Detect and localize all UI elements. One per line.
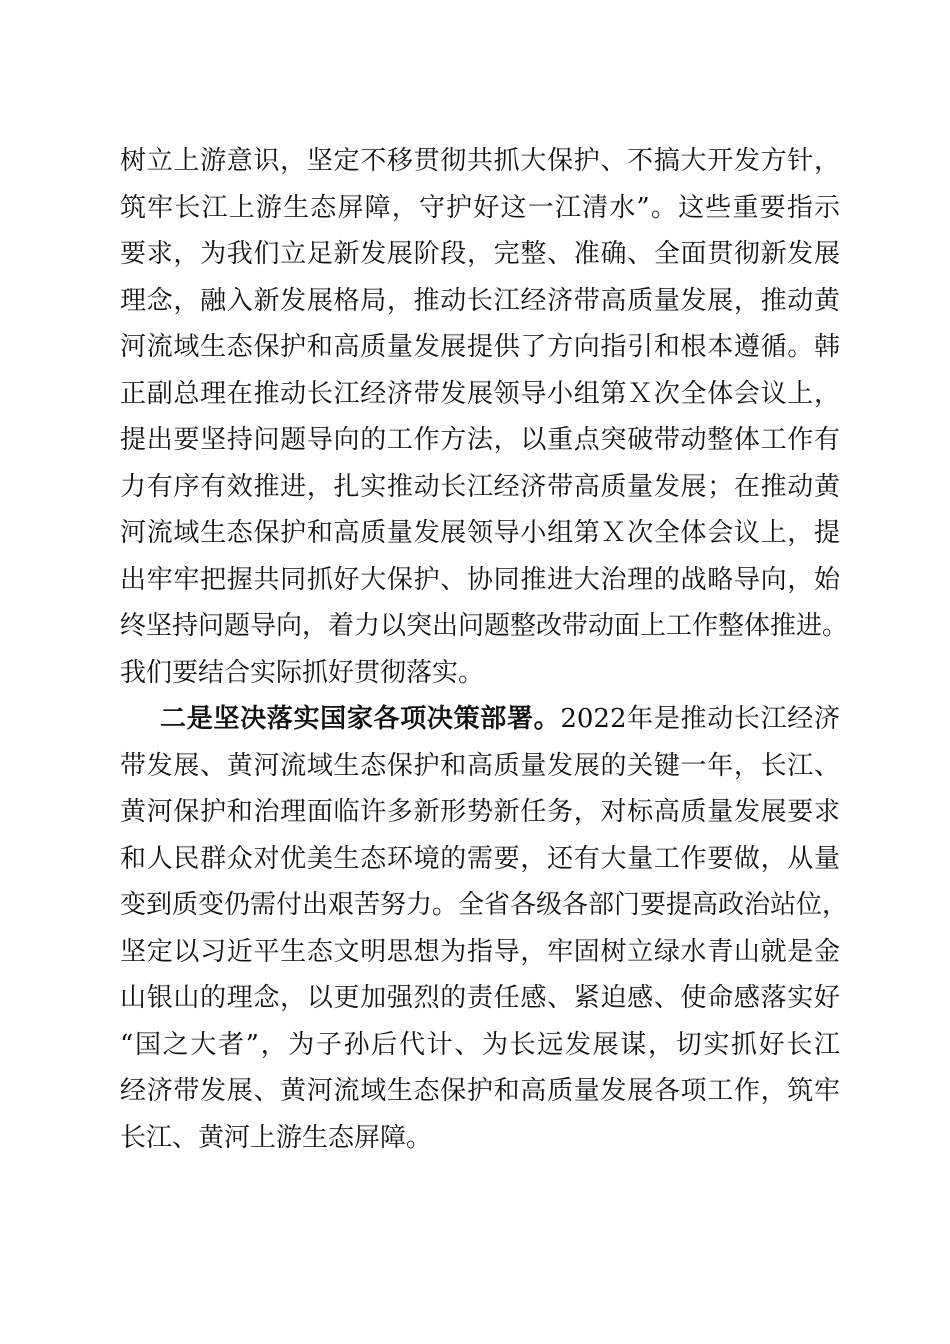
text-line: 河流域生态保护和高质量发展领导小组第Ｘ次全体会议上，提 bbox=[120, 518, 840, 548]
text-line: 带发展、黄河流域生态保护和高质量发展的关键一年，长江、 bbox=[120, 750, 840, 781]
text-line: 和人民群众对优美生态环境的需要，还有大量工作要做，从量 bbox=[120, 843, 840, 874]
text-line: 筑牢长江上游生态屏障，守护好这一江清水”。这些重要指示 bbox=[120, 192, 840, 223]
text-line: 提出要坚持问题导向的工作方法，以重点突破带动整体工作有 bbox=[120, 425, 840, 455]
text-line: 树立上游意识，坚定不移贯彻共抓大保护、不搞大开发方针， bbox=[120, 146, 840, 176]
text-line: 河流域生态保护和高质量发展提供了方向指引和根本遵循。韩 bbox=[120, 332, 840, 362]
paragraph-1 bbox=[120, 138, 849, 696]
text-line: 坚定以习近平生态文明思想为指导，牢固树立绿水青山就是金 bbox=[120, 936, 840, 967]
text-line: 要求，为我们立足新发展阶段，完整、准确、全面贯彻新发展 bbox=[120, 239, 840, 269]
section-heading: 二是坚决落实国家各项决策部署。 bbox=[160, 704, 561, 734]
text-line: 我们要结合实际抓好贯彻落实。 bbox=[120, 657, 485, 688]
heading-continuation: 2022年是推动长江经济 bbox=[560, 704, 840, 734]
text-line: 力有序有效推进，扎实推动长江经济带高质量发展；在推动黄 bbox=[120, 471, 840, 502]
text-line: 黄河保护和治理面临许多新形势新任务，对标高质量发展要求 bbox=[120, 797, 840, 827]
paragraph-2 bbox=[120, 696, 849, 1161]
text-line: 正副总理在推动长江经济带发展领导小组第Ｘ次全体会议上， bbox=[120, 378, 840, 409]
text-line: 长江、黄河上游生态屏障。 bbox=[120, 1122, 433, 1153]
text-line: 理念，融入新发展格局，推动长江经济带高质量发展，推动黄 bbox=[120, 285, 840, 316]
text-line: “国之大者”，为子孙后代计、为长远发展谋，切实抓好长江 bbox=[120, 1029, 840, 1060]
text-line: 山银山的理念，以更加强烈的责任感、紧迫感、使命感落实好 bbox=[120, 983, 840, 1013]
text-line: 变到质变仍需付出艰苦努力。全省各级各部门要提高政治站位， bbox=[120, 890, 849, 920]
paragraph-first-line bbox=[120, 696, 840, 743]
text-line: 出牢牢把握共同抓好大保护、协同推进大治理的战略导向，始 bbox=[120, 564, 840, 595]
text-line: 经济带发展、黄河流域生态保护和高质量发展各项工作，筑牢 bbox=[120, 1076, 840, 1106]
text-line: 终坚持问题导向，着力以突出问题整改带动面上工作整体推进。 bbox=[120, 611, 849, 641]
document-body bbox=[120, 138, 849, 1161]
